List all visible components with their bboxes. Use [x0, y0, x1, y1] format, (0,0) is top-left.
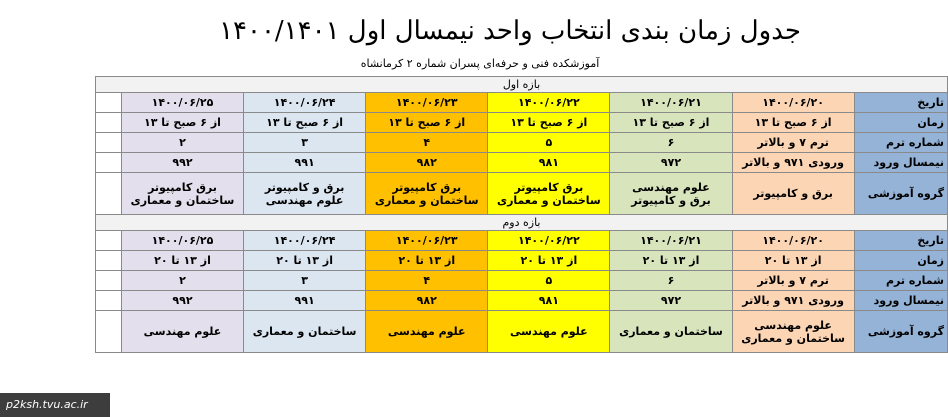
empty-cell: [96, 173, 122, 215]
period2-group-cell: [610, 311, 732, 353]
period2-label: بازه دوم: [96, 215, 948, 231]
period2-time-cell: از ۱۳ تا ۲۰: [244, 251, 366, 271]
period1-band-row: [96, 77, 948, 93]
empty-cell: [96, 133, 122, 153]
period1-row-date: [96, 93, 948, 113]
period1-time-cell: از ۶ صبح تا ۱۳: [488, 113, 610, 133]
period1-time-cell: از ۶ صبح تا ۱۳: [121, 113, 243, 133]
period2-row-term: [96, 271, 948, 291]
period2-row-date: [96, 231, 948, 251]
period2-date-cell: ۱۴۰۰/۰۶/۲۵: [121, 231, 243, 251]
site-watermark: p2ksh.tvu.ac.ir: [0, 393, 110, 417]
group-line: برق و کامپیوتر: [753, 187, 833, 200]
empty-cell: [96, 311, 122, 353]
period1-time-cell: از ۶ صبح تا ۱۳: [610, 113, 732, 133]
empty-cell: [96, 93, 122, 113]
period2-row-group: [96, 311, 948, 353]
period1-time-cell: از ۶ صبح تا ۱۳: [732, 113, 854, 133]
period1-row-term: [96, 133, 948, 153]
row-header-entry: نیمسال ورود: [854, 153, 947, 173]
period2-group-cell: [366, 311, 488, 353]
row-header-group: گروه آموزشی: [854, 173, 947, 215]
period2-term-cell: ۳: [244, 271, 366, 291]
empty-cell: [96, 251, 122, 271]
period2-entry-cell: ۹۸۱: [488, 291, 610, 311]
period1-time-cell: از ۶ صبح تا ۱۳: [366, 113, 488, 133]
empty-cell: [96, 231, 122, 251]
period1-group-cell: [366, 173, 488, 215]
period1-term-cell: ۲: [121, 133, 243, 153]
period1-group-cell: [488, 173, 610, 215]
period2-group-cell: [244, 311, 366, 353]
period1-row-entry: [96, 153, 948, 173]
period2-term-cell: ۲: [121, 271, 243, 291]
period1-date-cell: ۱۴۰۰/۰۶/۲۲: [488, 93, 610, 113]
period2-row-entry: [96, 291, 948, 311]
period2-group-cell: [121, 311, 243, 353]
group-line: علوم مهندسی: [510, 325, 588, 338]
empty-cell: [96, 153, 122, 173]
group-line: برق و کامپیوتر: [264, 180, 345, 194]
group-line: ساختمان و معماری: [130, 193, 235, 207]
period1-term-cell: ۴: [366, 133, 488, 153]
period1-time-cell: از ۶ صبح تا ۱۳: [244, 113, 366, 133]
row-header-term: شماره ترم: [854, 271, 947, 291]
period1-entry-cell: ۹۹۱: [244, 153, 366, 173]
period1-term-cell: ترم ۷ و بالاتر: [732, 133, 854, 153]
period2-time-cell: از ۱۳ تا ۲۰: [366, 251, 488, 271]
period2-date-cell: ۱۴۰۰/۰۶/۲۰: [732, 231, 854, 251]
period2-time-cell: از ۱۳ تا ۲۰: [732, 251, 854, 271]
period2-group-cell: [488, 311, 610, 353]
period2-row-time: [96, 251, 948, 271]
period2-term-cell: ۶: [610, 271, 732, 291]
group-line: علوم مهندسی: [387, 325, 466, 338]
period2-date-cell: ۱۴۰۰/۰۶/۲۴: [244, 231, 366, 251]
row-header-time: زمان: [854, 113, 947, 133]
period2-time-cell: از ۱۳ تا ۲۰: [610, 251, 732, 271]
period1-group-cell: [732, 173, 854, 215]
period1-entry-cell: ورودی ۹۷۱ و بالاتر: [732, 153, 854, 173]
group-line: برق کامپیوتر: [514, 180, 584, 194]
group-line: علوم مهندسی: [632, 180, 710, 194]
row-header-term: شماره ترم: [854, 133, 947, 153]
period2-entry-cell: ۹۸۲: [366, 291, 488, 311]
group-line: برق کامپیوتر: [392, 180, 462, 194]
schedule-table: [95, 76, 948, 353]
period2-term-cell: ۴: [366, 271, 488, 291]
period2-band-row: [96, 215, 948, 231]
period1-entry-cell: ۹۸۲: [366, 153, 488, 173]
period1-label: بازه اول: [96, 77, 948, 93]
period2-entry-cell: ۹۷۲: [610, 291, 732, 311]
period2-time-cell: از ۱۳ تا ۲۰: [121, 251, 243, 271]
row-header-date: تاریخ: [854, 231, 947, 251]
period2-date-cell: ۱۴۰۰/۰۶/۲۱: [610, 231, 732, 251]
row-header-date: تاریخ: [854, 93, 947, 113]
group-line: ساختمان و معماری: [741, 331, 845, 345]
period1-group-cell: [121, 173, 243, 215]
period1-term-cell: ۵: [488, 133, 610, 153]
group-line: برق کامپیوتر: [148, 180, 217, 194]
period2-entry-cell: ۹۹۱: [244, 291, 366, 311]
empty-cell: [96, 113, 122, 133]
group-line: برق و کامپیوتر: [631, 193, 711, 207]
period1-row-time: [96, 113, 948, 133]
period1-term-cell: ۳: [244, 133, 366, 153]
row-header-group: گروه آموزشی: [854, 311, 947, 353]
period1-date-cell: ۱۴۰۰/۰۶/۲۱: [610, 93, 732, 113]
period1-row-group: [96, 173, 948, 215]
period1-date-cell: ۱۴۰۰/۰۶/۲۰: [732, 93, 854, 113]
period2-entry-cell: ۹۹۲: [121, 291, 243, 311]
period2-term-cell: ترم ۷ و بالاتر: [732, 271, 854, 291]
period2-entry-cell: ورودی ۹۷۱ و بالاتر: [732, 291, 854, 311]
period2-date-cell: ۱۴۰۰/۰۶/۲۳: [366, 231, 488, 251]
group-line: علوم مهندسی: [265, 193, 344, 207]
period1-group-cell: [244, 173, 366, 215]
group-line: ساختمان و معماری: [252, 325, 357, 338]
empty-cell: [96, 271, 122, 291]
period1-entry-cell: ۹۹۲: [121, 153, 243, 173]
page-title: جدول زمان بندی انتخاب واحد نیمسال اول ۱۴۰۰/۱۴۰۱: [219, 16, 801, 46]
period2-time-cell: از ۱۳ تا ۲۰: [488, 251, 610, 271]
group-line: علوم مهندسی: [754, 318, 832, 332]
group-line: ساختمان و معماری: [619, 325, 723, 338]
period1-date-cell: ۱۴۰۰/۰۶/۲۵: [121, 93, 243, 113]
group-line: ساختمان و معماری: [497, 193, 601, 207]
period2-date-cell: ۱۴۰۰/۰۶/۲۲: [488, 231, 610, 251]
period1-term-cell: ۶: [610, 133, 732, 153]
period2-group-cell: [732, 311, 854, 353]
empty-cell: [96, 291, 122, 311]
period1-entry-cell: ۹۷۲: [610, 153, 732, 173]
row-header-time: زمان: [854, 251, 947, 271]
page-subtitle: آموزشکده فنی و حرفه‌ای پسران شماره ۲ کرمانشاه: [360, 57, 600, 70]
group-line: ساختمان و معماری: [374, 193, 479, 207]
period1-entry-cell: ۹۸۱: [488, 153, 610, 173]
period1-group-cell: [610, 173, 732, 215]
period2-term-cell: ۵: [488, 271, 610, 291]
row-header-entry: نیمسال ورود: [854, 291, 947, 311]
period1-date-cell: ۱۴۰۰/۰۶/۲۳: [366, 93, 488, 113]
group-line: علوم مهندسی: [143, 325, 222, 338]
period1-date-cell: ۱۴۰۰/۰۶/۲۴: [244, 93, 366, 113]
